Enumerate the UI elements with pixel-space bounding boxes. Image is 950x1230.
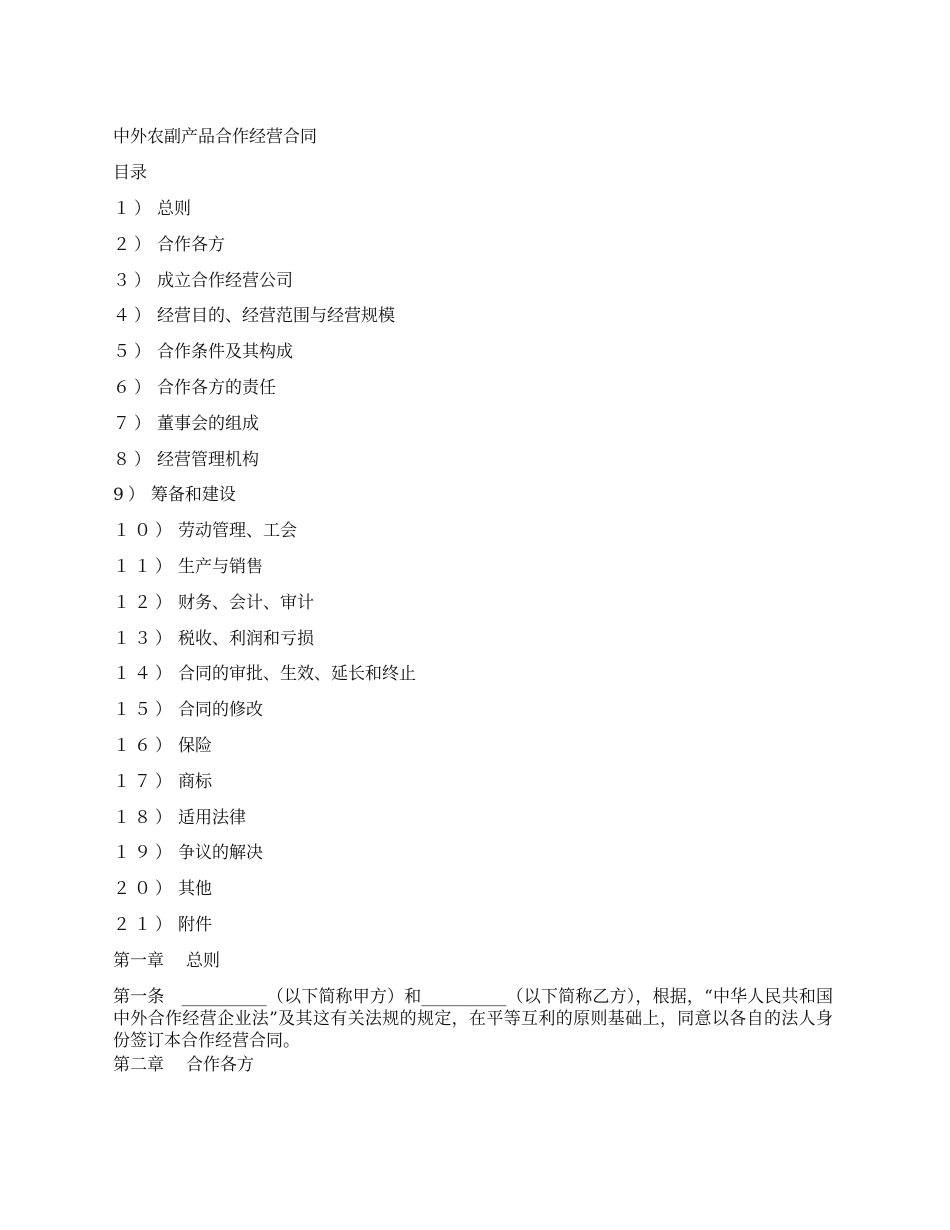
toc-item-label: 总则 [157,199,191,219]
toc-item-number: １９） [113,843,176,864]
toc-item-label: 保险 [178,735,212,756]
toc-item [113,196,833,232]
toc-item-label: 合作条件及其构成 [157,342,293,363]
toc-item-number: １６） [113,735,176,756]
toc-item-label: 商标 [178,771,212,792]
toc-item [113,447,833,483]
toc-item-label: 成立合作经营公司 [157,270,293,291]
toc-item-label: 争议的解决 [178,843,263,864]
toc-item [113,769,833,805]
toc-item-label: 劳动管理、工会 [178,521,297,542]
toc-item-number: １０） [113,521,176,542]
toc-item-label: 附件 [178,914,212,935]
toc-item [113,876,833,912]
toc-item [113,805,833,841]
toc-item [113,840,833,876]
toc-item-number: １１） [113,556,176,577]
toc-item-label: 合同的审批、生效、延长和终止 [178,664,416,685]
document-body [113,124,833,1088]
toc-item [113,268,833,304]
toc-item-number: １） [113,199,155,219]
toc-heading: 目录 [113,163,147,183]
toc-item-number: ４） [113,306,155,327]
toc-item-label: 筹备和建设 [150,485,236,506]
toc-item [113,661,833,697]
toc-item-number: １８） [113,807,176,828]
toc-item-label: 合作各方的责任 [157,377,276,398]
toc-item [113,232,833,268]
toc-item-number: １４） [113,664,176,685]
toc-item [113,482,833,518]
chapter-title: 合作各方 [186,1054,254,1075]
toc-item-number: ２） [113,234,155,255]
toc-item-number: ８） [113,449,155,470]
document-title: 中外农副产品合作经营合同 [113,127,317,147]
toc-item [113,554,833,590]
toc-item-label: 生产与销售 [178,556,263,577]
toc-item [113,912,833,948]
chapter-number: 第一章 [113,950,164,971]
toc-item-number: ７） [113,413,155,434]
toc-item-label: 财务、会计、审计 [178,592,314,613]
toc-item-label: 经营目的、经营范围与经营规模 [157,306,395,327]
toc-item [113,375,833,411]
toc-item [113,626,833,662]
toc-item-number: ５） [113,342,155,363]
toc-item-number: ２１） [113,914,176,935]
toc-item-number: 9） [113,485,149,506]
toc-item-label: 合作各方 [157,234,225,255]
toc-item [113,590,833,626]
toc-item-label: 经营管理机构 [157,449,259,470]
toc-item-number: １５） [113,700,176,721]
toc-item-label: 其他 [178,879,212,900]
article-1-paragraph: 第一条 __________（以下简称甲方）和__________（以下简称乙方），根据，“中华人民共和国中外合作经营企业法”及其这有关法规的规定，在平等互利的原则基础上，同意以各自的法人身份签订本合作经营合同。 [113,986,833,1051]
toc-item-label: 税收、利润和亏损 [178,628,314,649]
chapter-1-heading [113,948,833,984]
toc-item [113,518,833,554]
toc-item-number: ２０） [113,879,176,900]
toc-item [113,697,833,733]
toc-item-label: 适用法律 [178,807,246,828]
chapter-number: 第二章 [113,1054,164,1075]
toc-item [113,303,833,339]
toc-item-number: １３） [113,628,176,649]
toc-item-label: 董事会的组成 [157,413,259,434]
toc-item-number: １２） [113,592,176,613]
toc-item-number: ６） [113,377,155,398]
toc-item-label: 合同的修改 [178,700,263,721]
toc-item [113,733,833,769]
chapter-title: 总则 [186,950,220,971]
toc-item-number: ３） [113,270,155,291]
toc-item-number: １７） [113,771,176,792]
table-of-contents [113,196,833,948]
chapter-2-heading [113,1052,833,1088]
toc-item [113,339,833,375]
toc-item [113,411,833,447]
